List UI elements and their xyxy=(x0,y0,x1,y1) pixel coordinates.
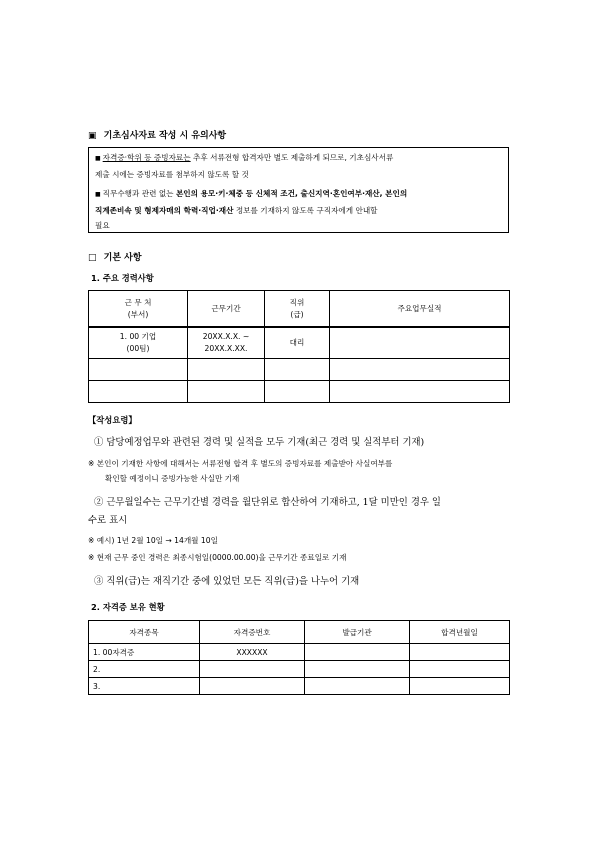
header-period: 근무기간 xyxy=(188,291,265,328)
cell-cert-type: 2. xyxy=(89,661,200,678)
career-table xyxy=(88,290,510,403)
notice-item-2-text: 직무수행과 관련 없는 xyxy=(102,189,176,198)
guide-item-1: ① 담당예정업무와 관련된 경력 및 실적을 모두 기재(최근 경력 및 실적부터 기재) xyxy=(94,437,425,448)
header-issuer: 발급기관 xyxy=(305,621,410,644)
cell-pass-date xyxy=(410,644,510,661)
header-duties: 주요업무실적 xyxy=(330,291,510,328)
header-company: 근 무 처 (부서) xyxy=(89,291,188,328)
cell-company: 1. 00 기업 (00팀) xyxy=(89,327,188,359)
table-row xyxy=(89,327,510,359)
guide-item-2: ② 근무월일수는 근무기간별 경력을 월단위로 합산하여 기재하고, 1달 미만인 경우 일 xyxy=(94,497,441,508)
career-title: 1. 주요 경력사항 xyxy=(91,273,154,283)
cell-pass-date xyxy=(410,661,510,678)
header-position: 직위 (급) xyxy=(265,291,330,328)
guide-title: 【작성요령】 xyxy=(88,415,137,425)
cell-cert-number: XXXXXX xyxy=(200,644,305,661)
cell-pass-date xyxy=(410,678,510,695)
notice-item-1-line2: 제출 시에는 증빙자료를 첨부하지 않도록 할 것 xyxy=(95,169,249,179)
bullet-icon: ■ xyxy=(95,191,101,198)
guide-item-2-line2: 수로 표시 xyxy=(88,515,128,526)
guide-note-1: ※ 본인이 기재한 사항에 대해서는 서류전형 합격 후 별도의 증빙자료를 제출받아 사실여부를 xyxy=(88,459,393,468)
cert-title: 2. 자격증 보유 현황 xyxy=(91,602,165,612)
guide-note-3: ※ 현재 근무 중인 경력은 최종시험일(0000.00.00)을 근무기간 종료일로 기재 xyxy=(88,553,347,562)
notice-item-2 xyxy=(95,186,500,234)
header-cert-type: 자격종목 xyxy=(89,621,200,644)
notice-item-2-bold2: 직계존비속 및 형제자매의 학력·직업·재산 xyxy=(95,205,234,215)
notice-item-1-text: 추후 서류전형 합격자만 별도 제출하게 되므로, 기초심사서류 xyxy=(190,153,394,162)
table-row xyxy=(89,381,510,403)
table-row xyxy=(89,359,510,381)
notice-item-1-emphasis: 자격증·학위 등 증빙자료는 xyxy=(102,153,191,162)
table-row xyxy=(89,644,510,661)
cell-cert-number xyxy=(200,661,305,678)
cell-issuer xyxy=(305,661,410,678)
notice-box xyxy=(88,147,509,233)
notice-marker: ▣ xyxy=(88,131,97,141)
cell-issuer xyxy=(305,644,410,661)
basic-marker: □ xyxy=(88,253,97,263)
notice-item-1 xyxy=(95,150,500,182)
guide-note-2: ※ 예시) 1년 2월 10일 → 14개월 10일 xyxy=(88,536,218,545)
notice-item-2-text2: 정보를 기재하지 않도록 구직자에게 안내할 xyxy=(233,205,378,215)
cell-position: 대리 xyxy=(265,327,330,359)
notice-item-2-bold1: 본인의 용모·키·체중 등 신체적 조건, 출신지역·혼인여부·재산, 본인의 xyxy=(175,189,408,198)
table-row xyxy=(89,661,510,678)
basic-title: 기본 사항 xyxy=(103,253,142,263)
basic-heading xyxy=(88,250,142,263)
header-pass-date: 합격년월일 xyxy=(410,621,510,644)
cell-issuer xyxy=(305,678,410,695)
cert-header-row xyxy=(89,621,510,644)
header-cert-number: 자격증번호 xyxy=(200,621,305,644)
cell-cert-type: 1. 00자격증 xyxy=(89,644,200,661)
cell-duties xyxy=(330,327,510,359)
guide-note-1-line2: 확인할 예정이니 증빙가능한 사실만 기재 xyxy=(105,474,240,483)
career-header-row xyxy=(89,291,510,328)
cert-table xyxy=(88,620,510,695)
table-row xyxy=(89,678,510,695)
cell-cert-type: 3. xyxy=(89,678,200,695)
notice-item-2-line3: 필요 xyxy=(95,221,110,230)
cell-cert-number xyxy=(200,678,305,695)
bullet-icon: ■ xyxy=(95,155,101,162)
notice-title: 기초심사자료 작성 시 유의사항 xyxy=(103,131,227,141)
cell-period: 20XX.X.X. ~ 20XX.X.XX. xyxy=(188,327,265,359)
guide-item-3: ③ 직위(급)는 재직기간 중에 있었던 모든 직위(급)을 나누어 기재 xyxy=(94,576,360,587)
notice-heading xyxy=(88,128,226,141)
